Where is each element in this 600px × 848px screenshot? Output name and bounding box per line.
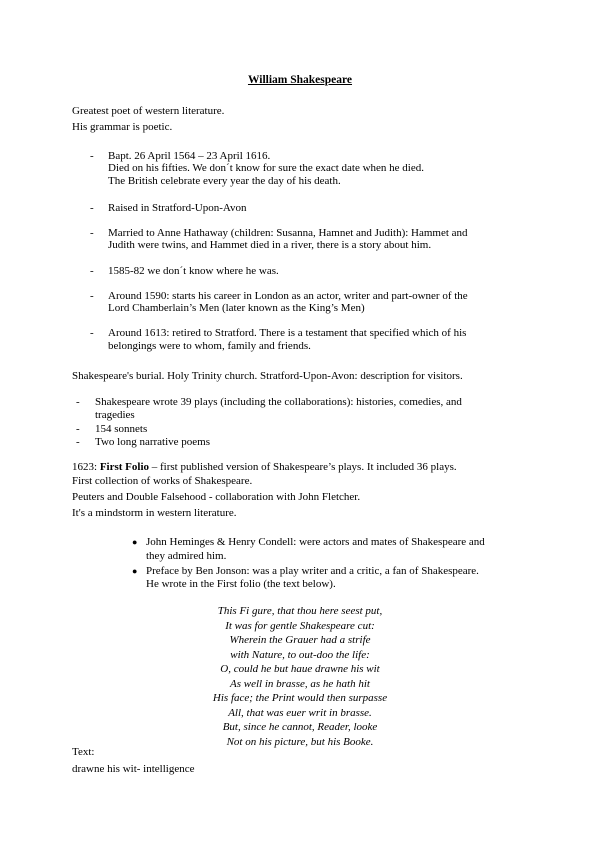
footer-line: Text: bbox=[72, 746, 95, 758]
document-title: William Shakespeare bbox=[247, 74, 353, 86]
poem-line: His face; the Print would then surpasse bbox=[212, 692, 388, 704]
list-dash: - bbox=[90, 290, 94, 302]
list-item-line: Bapt. 26 April 1564 – 23 April 1616. bbox=[108, 150, 271, 162]
list-item-line: Around 1613: retired to Stratford. There is a testament that specified which of his bbox=[108, 327, 467, 339]
bullet-item-line: Preface by Ben Jonson: was a play writer and a critic, a fan of Shakespeare. bbox=[146, 565, 479, 577]
list-dash: - bbox=[90, 202, 94, 214]
intro-line-1: Greatest poet of western literature. bbox=[72, 105, 225, 117]
list-dash: - bbox=[90, 150, 94, 162]
list-item-line: Judith were twins, and Hammet died in a river, there is a story about him. bbox=[108, 239, 432, 251]
list-item-line: Married to Anne Hathaway (children: Susanna, Hamnet and Judith): Hammet and bbox=[108, 227, 468, 239]
list-item-line: 1585-82 we don´t know where he was. bbox=[108, 265, 279, 277]
poem-line: It was for gentle Shakespeare cut: bbox=[225, 619, 375, 632]
list-dash: - bbox=[90, 265, 94, 277]
poem-line: Wherein the Grauer had a strife bbox=[229, 634, 371, 646]
poem-line: Not on his picture, but his Booke. bbox=[226, 735, 374, 748]
folio-line: It's a mindstorm in western literature. bbox=[72, 507, 237, 519]
folio-year: 1623: bbox=[72, 461, 100, 473]
list-item-line: 154 sonnets bbox=[95, 423, 148, 435]
folio-line: First collection of works of Shakespeare. bbox=[72, 475, 253, 487]
list-dash: - bbox=[76, 396, 80, 408]
list-item-line: Around 1590: starts his career in London as an actor, writer and part-owner of the bbox=[108, 290, 468, 302]
list-item-line: Died on his fifties. We don´t know for sure the exact date when he died. bbox=[108, 162, 424, 174]
poem-line: O, could he but haue drawne his wit bbox=[220, 663, 380, 675]
list-item-line: Raised in Stratford-Upon-Avon bbox=[108, 202, 247, 214]
list-item-line: Lord Chamberlain’s Men (later known as the King’s Men) bbox=[108, 302, 365, 314]
footer-line: drawne his wit- intelligence bbox=[72, 763, 195, 775]
bullet-point: ● bbox=[132, 537, 138, 547]
burial-paragraph: Shakespeare's burial. Holy Trinity church. Stratford-Upon-Avon: description for visitors. bbox=[72, 370, 463, 382]
list-dash: - bbox=[90, 227, 94, 239]
folio-title: First Folio bbox=[99, 461, 149, 473]
list-dash: - bbox=[76, 436, 80, 448]
list-item-line: The British celebrate every year the day of his death. bbox=[108, 175, 341, 187]
intro-line-2: His grammar is poetic. bbox=[72, 121, 173, 133]
folio-description: – first published version of Shakespeare’s plays. It included 36 plays. bbox=[149, 461, 457, 473]
bullet-item-line: they admired him. bbox=[146, 550, 227, 562]
bullet-item-line: He wrote in the First folio (the text below). bbox=[146, 578, 336, 590]
list-item-line: belongings were to whom, family and friends. bbox=[108, 340, 311, 352]
poem-line: This Fi gure, that thou here seest put, bbox=[217, 605, 383, 617]
poem-line: All, that was euer writ in brasse. bbox=[228, 706, 372, 719]
folio-paragraph bbox=[72, 461, 457, 474]
list-item-line: Shakespeare wrote 39 plays (including the collaborations): histories, comedies, and bbox=[95, 396, 462, 408]
list-dash: - bbox=[76, 423, 80, 435]
folio-line: Peuters and Double Falsehood - collaboration with John Fletcher. bbox=[72, 491, 361, 503]
poem-line: But, since he cannot, Reader, looke bbox=[222, 721, 378, 733]
poem-line: with Nature, to out-doo the life: bbox=[230, 648, 370, 661]
list-item-line: tragedies bbox=[95, 409, 135, 421]
bullet-point: ● bbox=[132, 566, 138, 576]
bullet-item-line: John Heminges & Henry Condell: were actors and mates of Shakespeare and bbox=[146, 536, 485, 548]
poem-line: As well in brasse, as he hath hit bbox=[230, 677, 370, 690]
list-item-line: Two long narrative poems bbox=[95, 436, 211, 448]
list-dash: - bbox=[90, 327, 94, 339]
